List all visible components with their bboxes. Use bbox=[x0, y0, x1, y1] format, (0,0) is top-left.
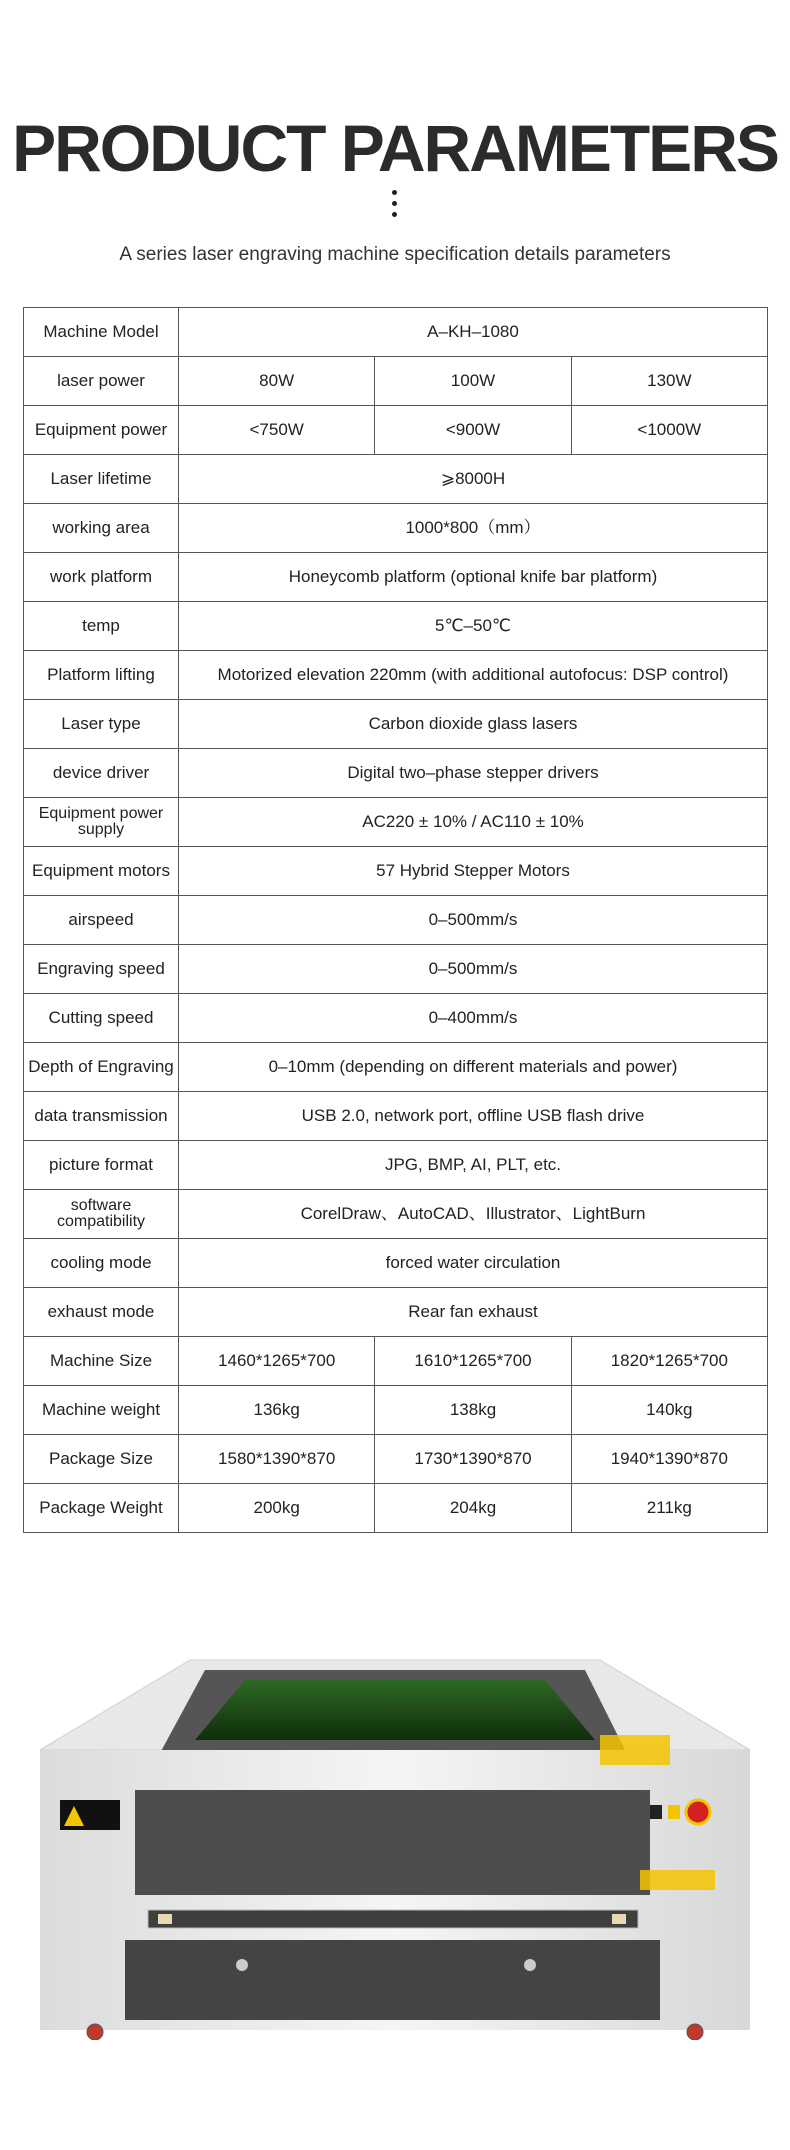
row-value: <900W bbox=[375, 406, 571, 455]
row-value: 204kg bbox=[375, 1484, 571, 1533]
row-label: data transmission bbox=[24, 1092, 179, 1141]
row-value: Motorized elevation 220mm (with additional autofocus: DSP control) bbox=[179, 651, 768, 700]
table-row bbox=[24, 749, 768, 798]
row-label: airspeed bbox=[24, 896, 179, 945]
row-label: software compatibility bbox=[24, 1190, 179, 1239]
divider-dots bbox=[392, 190, 398, 223]
table-row bbox=[24, 1190, 768, 1239]
row-label: picture format bbox=[24, 1141, 179, 1190]
table-row bbox=[24, 1337, 768, 1386]
row-label: temp bbox=[24, 602, 179, 651]
table-row bbox=[24, 847, 768, 896]
row-label: Equipment power bbox=[24, 406, 179, 455]
table-row bbox=[24, 455, 768, 504]
row-label: cooling mode bbox=[24, 1239, 179, 1288]
row-value: 5℃–50℃ bbox=[179, 602, 768, 651]
wheel-icon bbox=[87, 2024, 103, 2040]
row-value: Honeycomb platform (optional knife bar platform) bbox=[179, 553, 768, 602]
row-value: 1940*1390*870 bbox=[571, 1435, 767, 1484]
row-value: 1460*1265*700 bbox=[179, 1337, 375, 1386]
row-value: 0–500mm/s bbox=[179, 896, 768, 945]
table-row bbox=[24, 308, 768, 357]
row-label: Laser lifetime bbox=[24, 455, 179, 504]
row-label: exhaust mode bbox=[24, 1288, 179, 1337]
row-value: JPG, BMP, AI, PLT, etc. bbox=[179, 1141, 768, 1190]
laser-engraver-machine-illustration bbox=[40, 1640, 750, 2040]
table-row bbox=[24, 700, 768, 749]
row-value: 1610*1265*700 bbox=[375, 1337, 571, 1386]
table-row bbox=[24, 553, 768, 602]
table-row bbox=[24, 504, 768, 553]
page-title: PRODUCT PARAMETERS bbox=[12, 111, 778, 185]
wheel-icon bbox=[687, 2024, 703, 2040]
row-value: 1580*1390*870 bbox=[179, 1435, 375, 1484]
row-label: Equipment motors bbox=[24, 847, 179, 896]
row-value: A–KH–1080 bbox=[179, 308, 768, 357]
row-value: 100W bbox=[375, 357, 571, 406]
row-value: 1730*1390*870 bbox=[375, 1435, 571, 1484]
row-value: 140kg bbox=[571, 1386, 767, 1435]
table-row bbox=[24, 602, 768, 651]
row-label: Platform lifting bbox=[24, 651, 179, 700]
row-value: 0–500mm/s bbox=[179, 945, 768, 994]
table-row bbox=[24, 1484, 768, 1533]
row-value: 1820*1265*700 bbox=[571, 1337, 767, 1386]
row-label: Equipment power supply bbox=[24, 798, 179, 847]
row-value: <750W bbox=[179, 406, 375, 455]
page-subtitle: A series laser engraving machine specification details parameters bbox=[119, 244, 671, 265]
table-row bbox=[24, 651, 768, 700]
row-value: <1000W bbox=[571, 406, 767, 455]
row-value: 0–10mm (depending on different materials and power) bbox=[179, 1043, 768, 1092]
row-value: CorelDraw、AutoCAD、Illustrator、LightBurn bbox=[179, 1190, 768, 1239]
row-label: Laser type bbox=[24, 700, 179, 749]
row-value: 57 Hybrid Stepper Motors bbox=[179, 847, 768, 896]
table-row bbox=[24, 357, 768, 406]
table-row bbox=[24, 1288, 768, 1337]
lower-drawer bbox=[125, 1940, 660, 2020]
row-value: 80W bbox=[179, 357, 375, 406]
row-value: forced water circulation bbox=[179, 1239, 768, 1288]
emergency-stop-icon bbox=[686, 1800, 710, 1824]
row-value: 130W bbox=[571, 357, 767, 406]
row-label: Machine weight bbox=[24, 1386, 179, 1435]
row-value: USB 2.0, network port, offline USB flash drive bbox=[179, 1092, 768, 1141]
row-value: 211kg bbox=[571, 1484, 767, 1533]
row-label: Depth of Engraving bbox=[24, 1043, 179, 1092]
table-row bbox=[24, 896, 768, 945]
row-label: Machine Size bbox=[24, 1337, 179, 1386]
row-label: Package Size bbox=[24, 1435, 179, 1484]
table-row bbox=[24, 1386, 768, 1435]
table-row bbox=[24, 1092, 768, 1141]
row-label: device driver bbox=[24, 749, 179, 798]
table-row bbox=[24, 1239, 768, 1288]
front-slot bbox=[148, 1910, 638, 1928]
table-row bbox=[24, 798, 768, 847]
row-value: ⩾8000H bbox=[179, 455, 768, 504]
row-label: Cutting speed bbox=[24, 994, 179, 1043]
row-value: 136kg bbox=[179, 1386, 375, 1435]
row-label: work platform bbox=[24, 553, 179, 602]
row-value: 1000*800（mm） bbox=[179, 504, 768, 553]
row-value: 200kg bbox=[179, 1484, 375, 1533]
table-row bbox=[24, 406, 768, 455]
spec-table bbox=[23, 307, 768, 1533]
row-label: Engraving speed bbox=[24, 945, 179, 994]
row-value: Carbon dioxide glass lasers bbox=[179, 700, 768, 749]
table-row bbox=[24, 1141, 768, 1190]
row-label: Package Weight bbox=[24, 1484, 179, 1533]
lid-window bbox=[195, 1680, 595, 1740]
table-row bbox=[24, 994, 768, 1043]
row-value: AC220 ± 10% / AC110 ± 10% bbox=[179, 798, 768, 847]
front-panel bbox=[135, 1790, 650, 1895]
row-value: Rear fan exhaust bbox=[179, 1288, 768, 1337]
row-value: Digital two–phase stepper drivers bbox=[179, 749, 768, 798]
row-label: Machine Model bbox=[24, 308, 179, 357]
table-row bbox=[24, 1435, 768, 1484]
row-label: working area bbox=[24, 504, 179, 553]
row-value: 138kg bbox=[375, 1386, 571, 1435]
row-value: 0–400mm/s bbox=[179, 994, 768, 1043]
table-row bbox=[24, 1043, 768, 1092]
row-label: laser power bbox=[24, 357, 179, 406]
table-row bbox=[24, 945, 768, 994]
